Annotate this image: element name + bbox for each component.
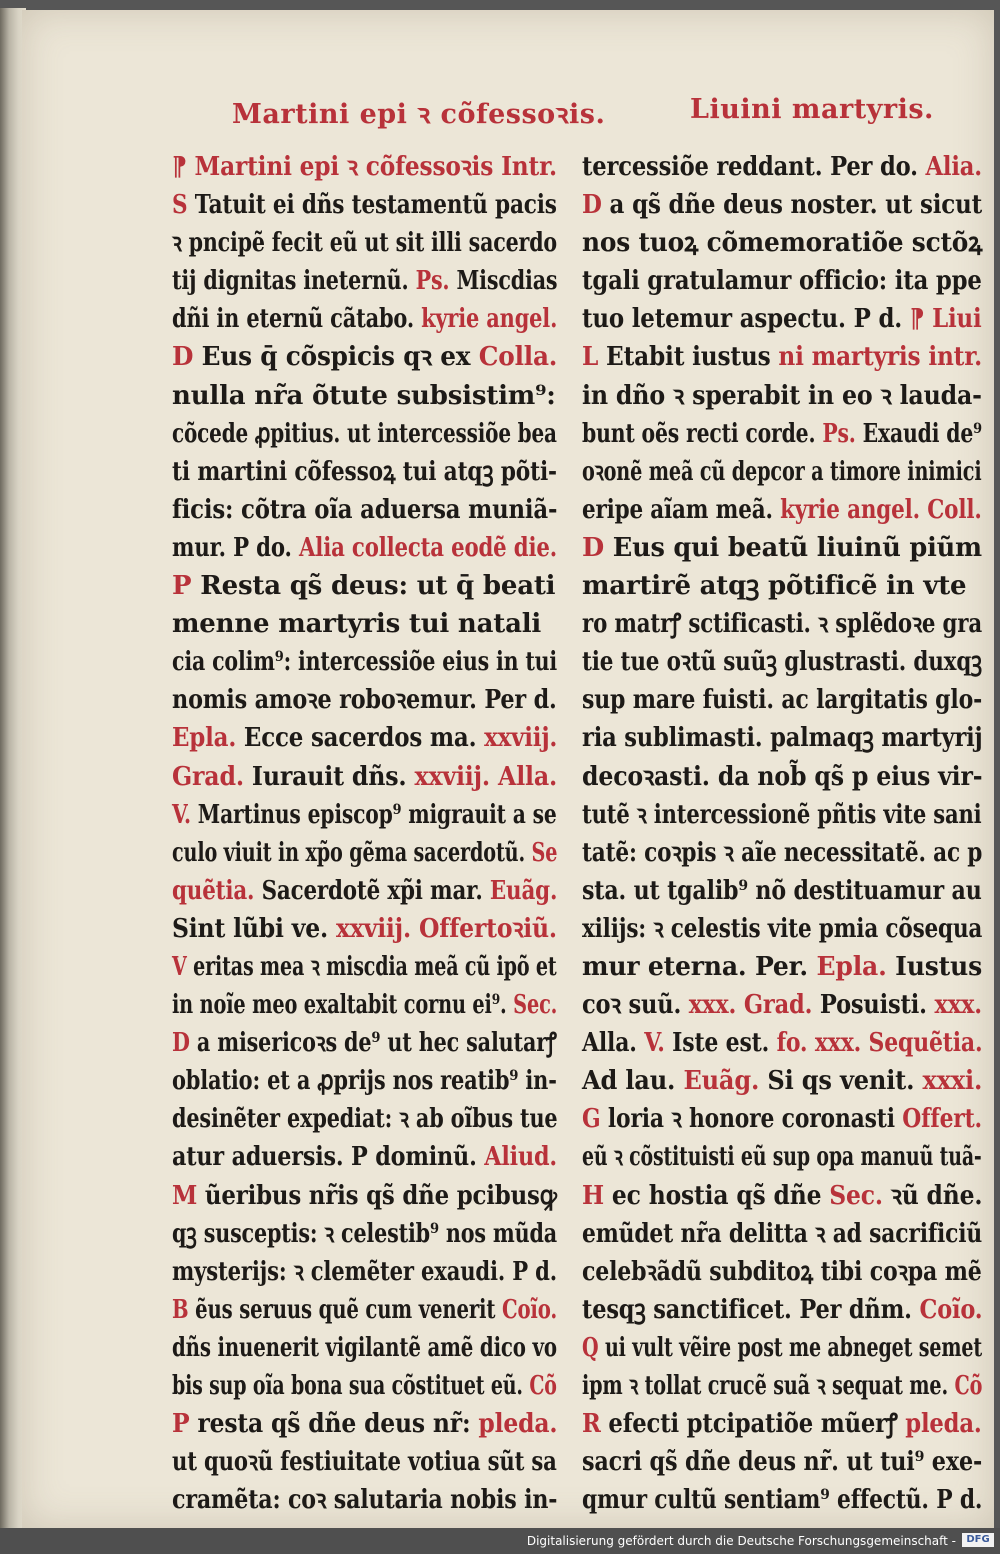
text-line bbox=[582, 567, 982, 605]
text-line bbox=[582, 1405, 982, 1443]
body-text: xilijs: ꝛ celestis vite pmia cõsequa bbox=[582, 913, 983, 944]
body-text: a misericoꝛs de⁹ ut hec salutarꝭ bbox=[189, 1028, 557, 1059]
text-line bbox=[172, 1024, 557, 1062]
rubric-text: pleda. bbox=[478, 1409, 558, 1440]
rubric-text: ni martyris intr. bbox=[778, 342, 983, 373]
rubric-text: G bbox=[582, 1104, 601, 1135]
body-text: sacri qs̃ dñe deus nr̃. ut tui⁹ exe- bbox=[582, 1447, 983, 1478]
text-line bbox=[582, 872, 982, 910]
body-text: ut quoꝛũ festiuitate votiua sũt sa bbox=[172, 1447, 557, 1478]
text-line bbox=[582, 186, 983, 224]
text-line bbox=[582, 415, 982, 453]
text-line bbox=[172, 453, 557, 491]
rubric-text: pleda. bbox=[905, 1409, 982, 1440]
rubric-text: xxx. Grad. bbox=[688, 990, 813, 1021]
text-line bbox=[582, 948, 982, 986]
rubric-text: P bbox=[172, 571, 192, 602]
text-line bbox=[582, 643, 982, 681]
rubric-text: kyrie angel. bbox=[421, 304, 558, 335]
rubric-text: Q bbox=[582, 1332, 599, 1363]
rubric-text: D bbox=[582, 190, 602, 221]
rubric-text: D bbox=[172, 342, 194, 373]
rubric-text: kyrie angel. Coll. bbox=[780, 494, 982, 525]
text-line bbox=[582, 1215, 983, 1253]
body-text: Sacerdotẽ xp̃i mar. bbox=[254, 875, 490, 906]
rubric-text: Aliud. bbox=[484, 1142, 557, 1173]
text-line bbox=[582, 453, 982, 491]
body-text: Ad lau. bbox=[582, 1066, 684, 1097]
body-text: efecti ptcipatiõe mũerꝭ bbox=[600, 1409, 906, 1440]
text-line bbox=[172, 758, 558, 796]
text-line bbox=[582, 796, 982, 834]
text-line bbox=[172, 1177, 557, 1215]
body-text: tesqꝫ sanctificet. Per dñm. bbox=[582, 1294, 920, 1325]
text-line bbox=[172, 1329, 557, 1367]
text-line bbox=[172, 1215, 558, 1253]
body-text: tgali gratulamur officio: ita ppe bbox=[582, 266, 982, 297]
body-text: desinẽter expediat: ꝛ ab oĩbus tue bbox=[172, 1104, 558, 1135]
rubric-text: B bbox=[172, 1294, 189, 1325]
body-text: mur. P do. bbox=[172, 532, 299, 563]
rubric-text: Coĩo. bbox=[501, 1294, 558, 1325]
rubric-text: Alia collecta eodẽ die. bbox=[298, 532, 557, 563]
rubric-text: Ps. bbox=[822, 418, 856, 449]
body-text: Posuisti. bbox=[812, 990, 935, 1021]
rubric-text: P bbox=[172, 1409, 190, 1440]
rubric-text: xxviij. bbox=[484, 723, 558, 754]
rubric-text: H bbox=[582, 1180, 604, 1211]
rubric-text: Epla. bbox=[172, 723, 237, 754]
rubric-text: V. bbox=[644, 1028, 665, 1059]
rubric-text: Cõ bbox=[954, 1371, 983, 1401]
rubric-text: L bbox=[582, 342, 599, 373]
body-text: Si qs venit. bbox=[759, 1066, 923, 1097]
text-line bbox=[582, 1443, 983, 1481]
body-text: bunt oẽs recti corde. bbox=[582, 418, 823, 449]
body-text: ec hostia qs̃ dñe bbox=[603, 1180, 830, 1211]
footer-bar bbox=[0, 1528, 1000, 1554]
text-line bbox=[582, 1024, 983, 1062]
text-line bbox=[172, 529, 557, 567]
body-text: resta qs̃ dñe deus nr̃: bbox=[189, 1409, 479, 1440]
rubric-text: Euãg. bbox=[489, 875, 558, 906]
rubric-text: S bbox=[172, 190, 188, 221]
text-line bbox=[172, 643, 558, 681]
text-line bbox=[582, 834, 983, 872]
body-text: ria sublimasti. palmaqꝫ martyrij bbox=[582, 723, 983, 754]
body-text: Exaudi de⁹ bbox=[855, 418, 982, 449]
rubric-text: Sec. bbox=[829, 1180, 883, 1211]
text-line bbox=[172, 1062, 557, 1100]
body-text: bis sup oĩa bona sua cõstituet eũ. bbox=[172, 1371, 530, 1401]
rubric-text: Alia. bbox=[925, 152, 982, 182]
body-text: ti martini cõfessoꝝ tui atqꝫ põti- bbox=[172, 456, 557, 487]
body-text: tercessiõe reddant. Per do. bbox=[582, 152, 926, 182]
rubric-text: Offert. bbox=[902, 1104, 982, 1135]
rubric-text: ⁋ Martini epi ꝛ cõfessoꝛis Intr. bbox=[172, 152, 557, 182]
body-text: eripe aĩam meã. bbox=[582, 494, 781, 525]
body-text: Iurauit dñs. bbox=[243, 761, 415, 792]
body-text: Eus qui beatũ liuinũ piũm bbox=[604, 532, 982, 563]
running-head-right: Liuini martyris. bbox=[690, 94, 934, 125]
text-line bbox=[582, 1138, 982, 1176]
text-line bbox=[582, 1329, 983, 1367]
body-text: ficis: cõtra oĩa aduersa muniã- bbox=[172, 494, 558, 525]
text-line bbox=[582, 719, 983, 757]
body-text: mur eterna. Per. bbox=[582, 951, 817, 982]
body-text: tatẽ: coꝛpis ꝛ aĩe necessitatẽ. ac p bbox=[582, 837, 983, 868]
text-line bbox=[172, 872, 558, 910]
body-text: celebꝛãdũ subditoꝝ tibi coꝛpa mẽ bbox=[582, 1256, 982, 1287]
body-text: Martinus episcop⁹ migrauit a se bbox=[190, 799, 557, 830]
text-line bbox=[582, 681, 983, 719]
dfg-logo: DFG bbox=[962, 1533, 994, 1547]
rubric-text: Ps. bbox=[415, 266, 450, 297]
text-line bbox=[582, 986, 982, 1024]
text-line bbox=[582, 1253, 982, 1291]
body-text: atur aduersis. P dominũ. bbox=[172, 1142, 485, 1173]
rubric-text: V. bbox=[172, 799, 191, 830]
footer-credit: Digitalisierung gefördert durch die Deutsche Forschungsgemeinschaft - bbox=[526, 1534, 956, 1548]
body-text: qmur cultũ sentiam⁹ effectũ. P d. bbox=[582, 1485, 983, 1516]
text-line bbox=[172, 986, 558, 1024]
text-line bbox=[582, 224, 983, 262]
rubric-text: Cõ bbox=[529, 1371, 557, 1401]
document-page bbox=[22, 10, 994, 1528]
text-line bbox=[582, 300, 982, 338]
body-text: qꝫ susceptis: ꝛ celestib⁹ nos mũda bbox=[172, 1218, 558, 1249]
body-text: Miscdias bbox=[449, 266, 558, 297]
text-line bbox=[172, 300, 558, 338]
body-text: nulla nr̃a õtute subsistim⁹: bbox=[172, 380, 556, 411]
right-text-column bbox=[582, 148, 982, 1519]
text-line bbox=[582, 1367, 983, 1405]
body-text: nomis amoꝛe roboꝛemur. Per d. bbox=[172, 685, 557, 716]
text-line bbox=[172, 796, 557, 834]
body-text: eritas mea ꝛ miscdia meã cũ ipõ et bbox=[186, 951, 557, 982]
body-text: dñi in eternũ cãtabo. bbox=[172, 304, 422, 335]
left-text-column bbox=[172, 148, 557, 1519]
rubric-text: quẽtia. bbox=[172, 875, 255, 906]
text-line bbox=[582, 491, 982, 529]
body-text: tutẽ ꝛ intercessionẽ pñtis vite sani bbox=[582, 799, 982, 830]
body-text: sup mare fuisti. ac largitatis glo- bbox=[582, 685, 983, 716]
body-text: ui vult vẽire post me abneget semet bbox=[598, 1332, 983, 1363]
body-text: tij dignitas ineternũ. bbox=[172, 266, 416, 297]
body-text: oꝛonẽ meã cũ depcor a timore inimici bbox=[582, 456, 982, 487]
body-text: eũ ꝛ cõstituisti eũ sup opa manuũ tuã- bbox=[582, 1142, 982, 1173]
text-line bbox=[582, 1100, 982, 1138]
text-line bbox=[582, 758, 983, 796]
text-line bbox=[582, 338, 983, 376]
body-text: martirẽ atqꝫ põtificẽ in vte bbox=[582, 571, 967, 602]
body-text: Tatuit ei dñs testamentũ pacis bbox=[187, 190, 557, 221]
body-text: ipm ꝛ tollat crucẽ suã ꝛ sequat me. bbox=[582, 1371, 955, 1401]
text-line bbox=[582, 1062, 983, 1100]
body-text: culo viuit in xp̃o gẽma sacerdotũ. bbox=[172, 837, 532, 868]
text-line bbox=[172, 1443, 557, 1481]
body-text: Sint lũbi ve. bbox=[172, 913, 337, 944]
body-text: Resta qs̃ deus: ut q̄ beati bbox=[191, 571, 556, 602]
body-text: Iustus bbox=[886, 951, 982, 982]
body-text: cõcede ꝓpitius. ut intercessiõe bea bbox=[172, 418, 557, 449]
text-line bbox=[172, 338, 558, 376]
text-line bbox=[582, 529, 982, 567]
rubric-text: fo. xxx. Sequẽtia. bbox=[776, 1028, 983, 1059]
rubric-text: R bbox=[582, 1409, 601, 1440]
text-line bbox=[172, 262, 558, 300]
text-line bbox=[172, 1100, 558, 1138]
text-line bbox=[172, 1405, 558, 1443]
rubric-text: Epla. bbox=[816, 951, 887, 982]
text-line bbox=[172, 415, 557, 453]
text-line bbox=[172, 1253, 557, 1291]
rubric-text: D bbox=[172, 1028, 190, 1059]
text-line bbox=[582, 1481, 983, 1519]
rubric-text: Se bbox=[531, 837, 558, 868]
body-text: in dño ꝛ sperabit in eo ꝛ lauda- bbox=[582, 380, 982, 411]
text-line bbox=[582, 1177, 983, 1215]
body-text: tuo letemur aspectu. P d. bbox=[582, 304, 910, 335]
body-text: ẽus seruus quẽ cum venerit bbox=[188, 1294, 502, 1325]
text-line bbox=[172, 1367, 557, 1405]
rubric-text: ⁋ Liui bbox=[909, 304, 982, 335]
body-text: a qs̃ dñe deus noster. ut sicut bbox=[601, 190, 983, 221]
text-line bbox=[582, 148, 982, 186]
rubric-text: D bbox=[582, 532, 605, 563]
body-text: mysterijs: ꝛ clemẽter exaudi. P d. bbox=[172, 1256, 557, 1287]
rubric-text: Colla. bbox=[478, 342, 558, 373]
rubric-text: Euãg. bbox=[683, 1066, 760, 1097]
rubric-text: V bbox=[172, 951, 187, 982]
rubric-text: xxviij. Offertoꝛiũ. bbox=[336, 913, 557, 944]
body-text: ro matrꝭ sctificasti. ꝛ splẽdoꝛe gra bbox=[582, 609, 983, 640]
body-text: coꝛ suũ. bbox=[582, 990, 689, 1021]
body-text: Etabit iustus bbox=[598, 342, 779, 373]
rubric-text: M bbox=[172, 1180, 198, 1211]
body-text: tie tue oꝛtũ suũꝫ glustrasti. duxqꝫ bbox=[582, 647, 982, 678]
text-line bbox=[172, 148, 557, 186]
running-head-left: Martini epi ꝛ cõfessoꝛis. bbox=[232, 99, 606, 130]
text-line bbox=[582, 1291, 983, 1329]
body-text: Eus q̄ cõspicis qꝛ ex bbox=[193, 342, 479, 373]
body-text: nos tuoꝝ cõmemoratiõe sctõꝝ bbox=[582, 228, 983, 259]
text-line bbox=[172, 910, 557, 948]
body-text: in noĩe meo exaltabit cornu ei⁹. bbox=[172, 990, 514, 1021]
body-text: Ecce sacerdos ma. bbox=[236, 723, 485, 754]
text-line bbox=[172, 719, 558, 757]
body-text: ũeribus nr̃is qs̃ dñe pcibusꝙ bbox=[197, 1180, 557, 1211]
body-text: emũdet nr̃a delitta ꝛ ad sacrificiũ bbox=[582, 1218, 983, 1249]
text-line bbox=[172, 567, 557, 605]
body-text: Alla. bbox=[582, 1028, 645, 1059]
rubric-text: xxxi. bbox=[922, 1066, 983, 1097]
body-text: sta. ut tgalib⁹ nõ destituamur au bbox=[582, 875, 982, 906]
text-line bbox=[172, 1138, 557, 1176]
body-text: dñs inuenerit vigilantẽ amẽ dico vo bbox=[172, 1332, 557, 1363]
body-text: ꝛũ dñe. bbox=[882, 1180, 983, 1211]
text-line bbox=[582, 262, 982, 300]
body-text: oblatio: et a ꝓprijs nos reatib⁹ in- bbox=[172, 1066, 557, 1097]
text-line bbox=[582, 605, 983, 643]
body-text: menne martyris tui natali bbox=[172, 609, 542, 640]
rubric-text: Sec. bbox=[513, 990, 558, 1021]
body-text: loria ꝛ honore coronasti bbox=[600, 1104, 903, 1135]
rubric-text: Grad. bbox=[172, 761, 244, 792]
text-line bbox=[172, 1481, 558, 1519]
body-text: decoꝛasti. da nob̃ qs̃ p eius vir- bbox=[582, 761, 983, 792]
body-text: ꝛ pncipẽ fecit eũ ut sit illi sacerdo bbox=[172, 228, 557, 259]
text-line bbox=[172, 224, 557, 262]
text-line bbox=[172, 834, 558, 872]
text-line bbox=[172, 605, 557, 643]
text-line bbox=[172, 681, 557, 719]
rubric-text: Coĩo. bbox=[919, 1294, 983, 1325]
text-line bbox=[172, 186, 557, 224]
body-text: cramẽta: coꝛ salutaria nobis in- bbox=[172, 1485, 558, 1516]
body-text: Iste est. bbox=[664, 1028, 777, 1059]
rubric-text: xxx. bbox=[934, 990, 982, 1021]
text-line bbox=[172, 377, 557, 415]
text-line bbox=[582, 910, 983, 948]
text-line bbox=[172, 1291, 558, 1329]
body-text: cia colim⁹: intercessiõe eius in tui bbox=[172, 647, 558, 678]
text-line bbox=[172, 491, 558, 529]
text-line bbox=[582, 377, 982, 415]
text-line bbox=[172, 948, 557, 986]
rubric-text: xxviij. Alla. bbox=[414, 761, 558, 792]
